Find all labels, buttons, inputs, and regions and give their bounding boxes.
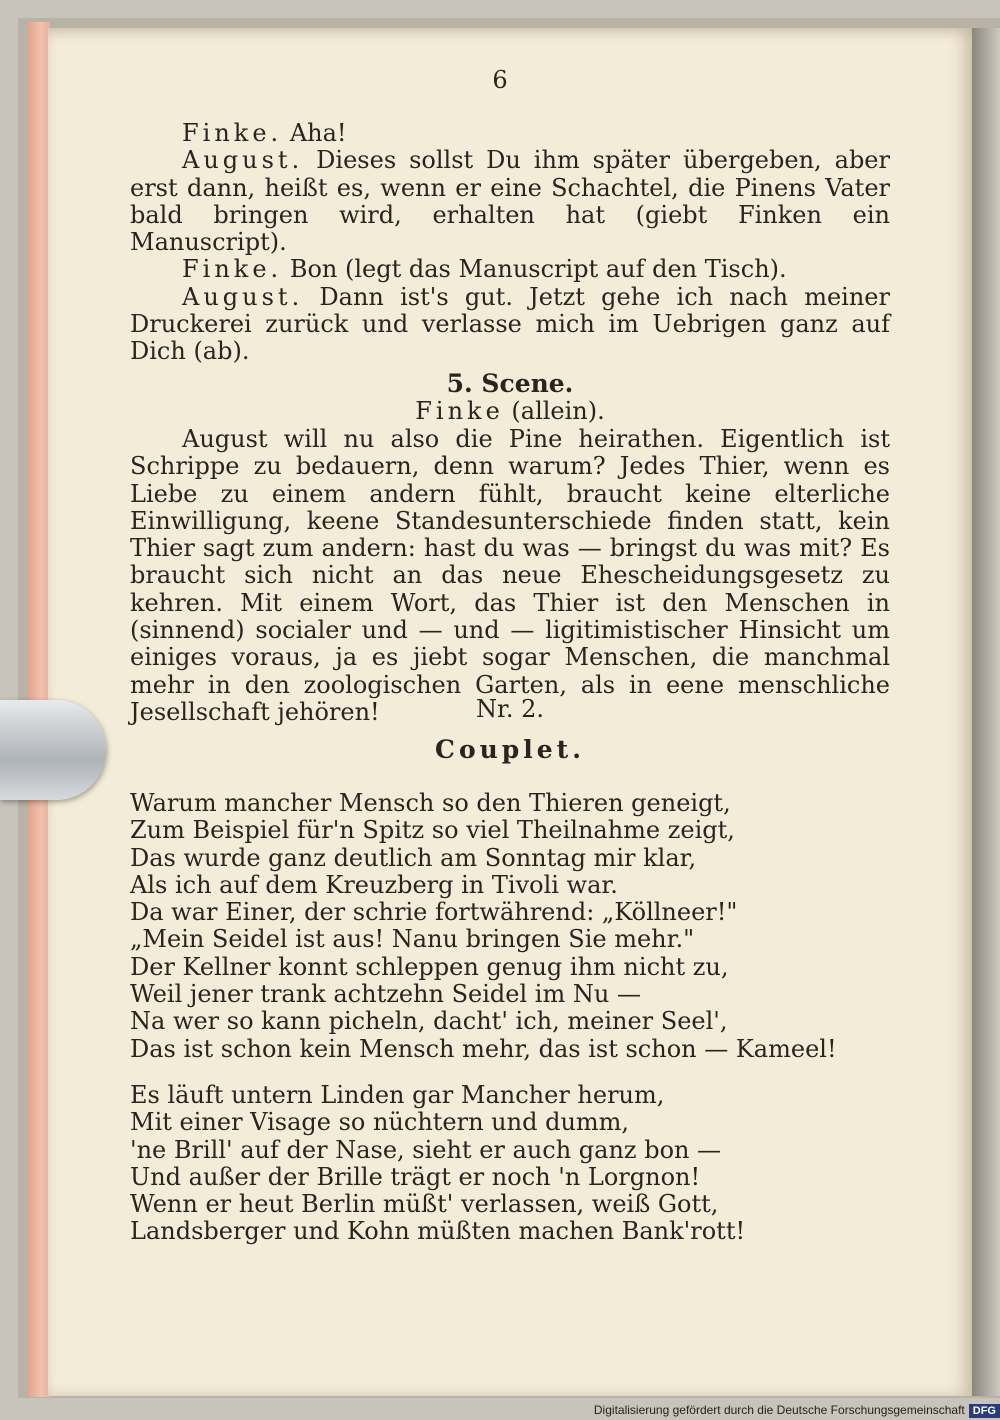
speaker-name: August. — [182, 282, 304, 311]
verse-1 — [130, 790, 890, 1063]
speech-text: Dieses sollst Du ihm später übergeben, aber erst dann, heißt es, wenn er eine Schachtel, die Pinens Vater bald bringen wird, erhalten hat (giebt Finken ein Manuscript). — [130, 146, 890, 257]
dialogue-line — [130, 147, 890, 256]
speech-text: Aha! — [289, 119, 347, 147]
dialogue-line — [130, 284, 890, 366]
verse-line: Das ist schon kein Mensch mehr, das ist schon — Kameel! — [130, 1034, 837, 1063]
verse-line: Na wer so kann picheln, dacht' ich, meiner Seel', — [130, 1007, 728, 1036]
page-number: 6 — [492, 66, 508, 94]
verse-line: Da war Einer, der schrie fortwährend: „Köllneer!" — [130, 898, 738, 927]
verse-line: Und außer der Brille trägt er noch 'n Lorgnon! — [130, 1162, 701, 1191]
dialogue-section — [130, 120, 890, 366]
speaker-name: August. — [182, 146, 304, 175]
verse-line: Der Kellner konnt schleppen genug ihm nicht zu, — [130, 952, 729, 981]
stage-line — [130, 398, 890, 425]
dialogue-line — [130, 256, 890, 283]
verse-line: Zum Beispiel für'n Spitz so viel Theilnahme zeigt, — [130, 816, 735, 845]
number-label: Nr. 2. — [476, 695, 544, 723]
couplet-title: Couplet. — [435, 735, 585, 764]
verse-line: Wenn er heut Berlin müßt' verlassen, weiß Gott, — [130, 1190, 719, 1219]
verse-line: Mit einer Visage so nüchtern und dumm, — [130, 1108, 630, 1137]
monologue-text: August will nu also die Pine heirathen. Eigentlich ist Schrippe zu bedauern, denn warum? Jedes Thier, wenn es Liebe zu einem andern fühlt, braucht keine elterliche Einwilligung, keene Standesunterschiede finden statt, kein Thier sagt zum andern: hast du was — bringst du was mit? Es braucht sich nicht an das neue Ehescheidungsgesetz zu kehren. Mit einem Wort, das Thier ist den Menschen in (sinnend) socialer und — und — ligitimistischer Hinsicht um einiges voraus, ja es jiebt sogar Menschen, die manchmal mehr in den zoologischen Garten, als in eene menschliche Jesellschaft jehören! — [130, 425, 890, 726]
dialogue-line — [130, 120, 890, 147]
verse-line: Als ich auf dem Kreuzberg in Tivoli war. — [130, 870, 618, 899]
digitization-footer — [560, 1400, 1000, 1420]
footer-text: Digitalisierung gefördert durch die Deutsche Forschungsgemeinschaft — [593, 1403, 965, 1417]
page-edge — [972, 28, 1000, 1396]
verse-line: Warum mancher Mensch so den Thieren geneigt, — [130, 789, 731, 817]
dfg-logo: DFG — [969, 1404, 1000, 1418]
monologue-section — [130, 426, 890, 726]
verse-2 — [130, 1082, 890, 1246]
verse-line: 'ne Brill' auf der Nase, sieht er auch ganz bon — — [130, 1135, 722, 1164]
stage-speaker: Finke — [415, 397, 504, 425]
speaker-name: Finke. — [182, 119, 283, 147]
verse-line: Es läuft untern Linden gar Mancher herum, — [130, 1081, 665, 1109]
scene-title: 5. Scene. — [446, 369, 574, 398]
stage-direction: (allein). — [511, 397, 605, 425]
verse-line: „Mein Seidel ist aus! Nanu bringen Sie mehr." — [130, 925, 695, 954]
speech-text: Bon (legt das Manuscript auf den Tisch). — [289, 255, 787, 284]
speech-text: Dann ist's gut. Jetzt gehe ich nach meiner Druckerei zurück und verlasse mich im Uebrigen ganz auf Dich (ab). — [130, 282, 890, 366]
verse-line: Landsberger und Kohn müßten machen Bank'rott! — [130, 1217, 746, 1246]
page-clip — [0, 700, 106, 800]
verse-line: Das wurde ganz deutlich am Sonntag mir klar, — [130, 843, 697, 872]
verse-line: Weil jener trank achtzehn Seidel im Nu — — [130, 980, 641, 1009]
speaker-name: Finke. — [182, 255, 283, 284]
